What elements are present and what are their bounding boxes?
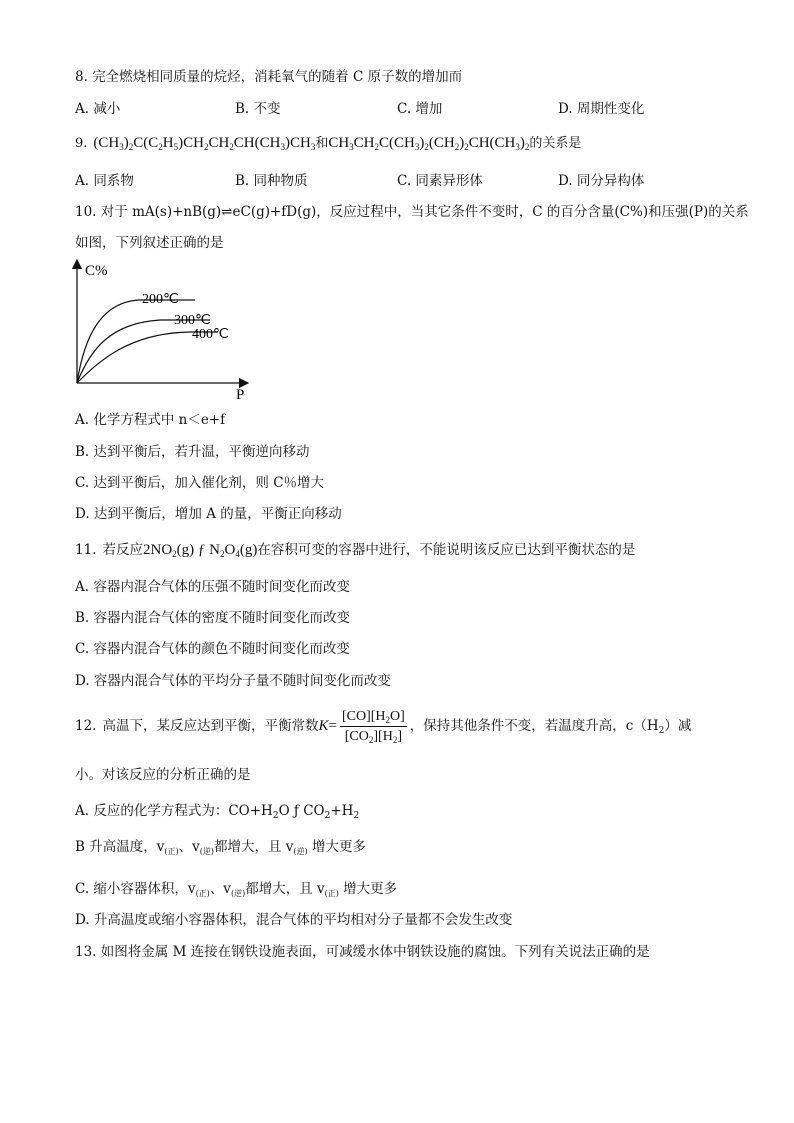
q11-equation: $2NO_2(g)$ ƒ $N_2O_4(g)$ [142,542,258,559]
q8-option-a: A. 减小 [75,101,121,117]
q9-formula-b: $CH_3CH_2C(CH_3)_2(CH_2)_2CH(CH_3)_2$ [328,135,530,152]
q8-option-c: C. 增加 [397,101,443,117]
q9-tail: 的关系是 [529,136,582,151]
q10-option-d: D. 达到平衡后，增加 A 的量，平衡正向移动 [75,506,342,522]
q12-stem: 12. 高温下，某反应达到平衡，平衡常数K= $\frac{[CO][H_2O]}{[CO_2][H_2]}$ ，保持其他条件不变，若温度升高，$c(H_2)$减 [75,709,692,745]
q11-stem: 11. 若反应$2NO_2(g)$ ƒ $N_2O_4(g)$在容积可变的容器中进行，不能说明该反应已达到平衡状态的是 [75,542,636,559]
q13-stem-text: 如图将金属 M 连接在钢铁设施表面，可减缓水体中钢铁设施的腐蚀。下列有关说法正确的是 [100,944,650,960]
q10-curve-300 [77,320,210,383]
q10-curve-label-400: 400℃ [192,327,229,342]
q11-number: 11. [75,542,97,558]
q8-stem [75,68,462,86]
q10-option-a: A. 化学方程式中 n＜e+f [75,412,226,428]
q12-option-d: D. 升高温度或缩小容器体积，混合气体的平均相对分子量都不会发生改变 [75,912,513,928]
q12-number: 12. [75,718,97,734]
q12-stem-line2: 小。对该反应的分析正确的是 [75,767,251,783]
q12-option-b: B 升高温度，$v_{(正)}$、$v_{(逆)}$都增大，且 $v_{(逆)}$ 增大更多 [75,839,366,856]
q11-option-a: A. 容器内混合气体的压强不随时间变化而改变 [75,579,350,595]
q8-option-b: B. 不变 [235,101,281,117]
q12-fraction: $\frac{[CO][H_2O]}{[CO_2][H_2]}$ [341,709,405,745]
q12-option-a: A. 反应的化学方程式为：$CO+H_2O$ ƒ $CO_2+H_2$ [75,803,360,821]
q9-option-d: D. 同分异构体 [558,173,645,189]
q9-number: 9. [75,136,88,151]
q12-K: K [318,718,329,734]
q10-stem-text: 对于 mA(s)+nB(g)⇌eC(g)+fD(g)，反应过程中，当其它条件不变时，C 的百分含量(C%)和压强(P)的关系 [100,204,749,220]
q9-and: 和 [315,136,329,151]
q10-curve-label-300: 300℃ [174,313,211,328]
q10-stem-line1 [75,203,749,221]
q10-option-c: C. 达到平衡后，加入催化剂，则 C％增大 [75,475,325,491]
q11-option-d: D. 容器内混合气体的平均分子量不随时间变化而改变 [75,673,391,689]
q9-formula-a: $(CH_3)_2C(C_2H_5)CH_2CH_2CH(CH_3)CH_3$ [93,135,316,152]
q8-stem-text: 完全燃烧相同质量的烷烃，消耗氧气的随着 C 原子数的增加而 [92,69,463,85]
q11-option-c: C. 容器内混合气体的颜色不随时间变化而改变 [75,641,350,657]
q10-chart-ylabel: C% [85,263,108,279]
q8-number: 8. [75,69,88,85]
q10-stem-line2: 如图，下列叙述正确的是 [75,235,224,251]
q10-chart [60,258,260,404]
q11-option-b: B. 容器内混合气体的密度不随时间变化而改变 [75,610,351,626]
q9-option-a: A. 同系物 [75,173,134,189]
q9-option-c: C. 同素异形体 [397,173,483,189]
q9-option-b: B. 同种物质 [235,173,308,189]
q10-chart-xlabel: P [236,387,245,403]
q9-stem [75,134,581,153]
q10-option-b: B. 达到平衡后，若升温，平衡逆向移动 [75,444,310,460]
q10-number: 10. [75,204,97,220]
q13-stem [75,943,650,961]
q8-option-d: D. 周期性变化 [558,101,645,117]
q12-option-c: C. 缩小容器体积，$v_{(正)}$、$v_{(逆)}$都增大，且 $v_{(正)}$ 增大更多 [75,881,398,898]
q13-number: 13. [75,944,97,960]
q10-curve-label-200: 200℃ [142,292,179,307]
